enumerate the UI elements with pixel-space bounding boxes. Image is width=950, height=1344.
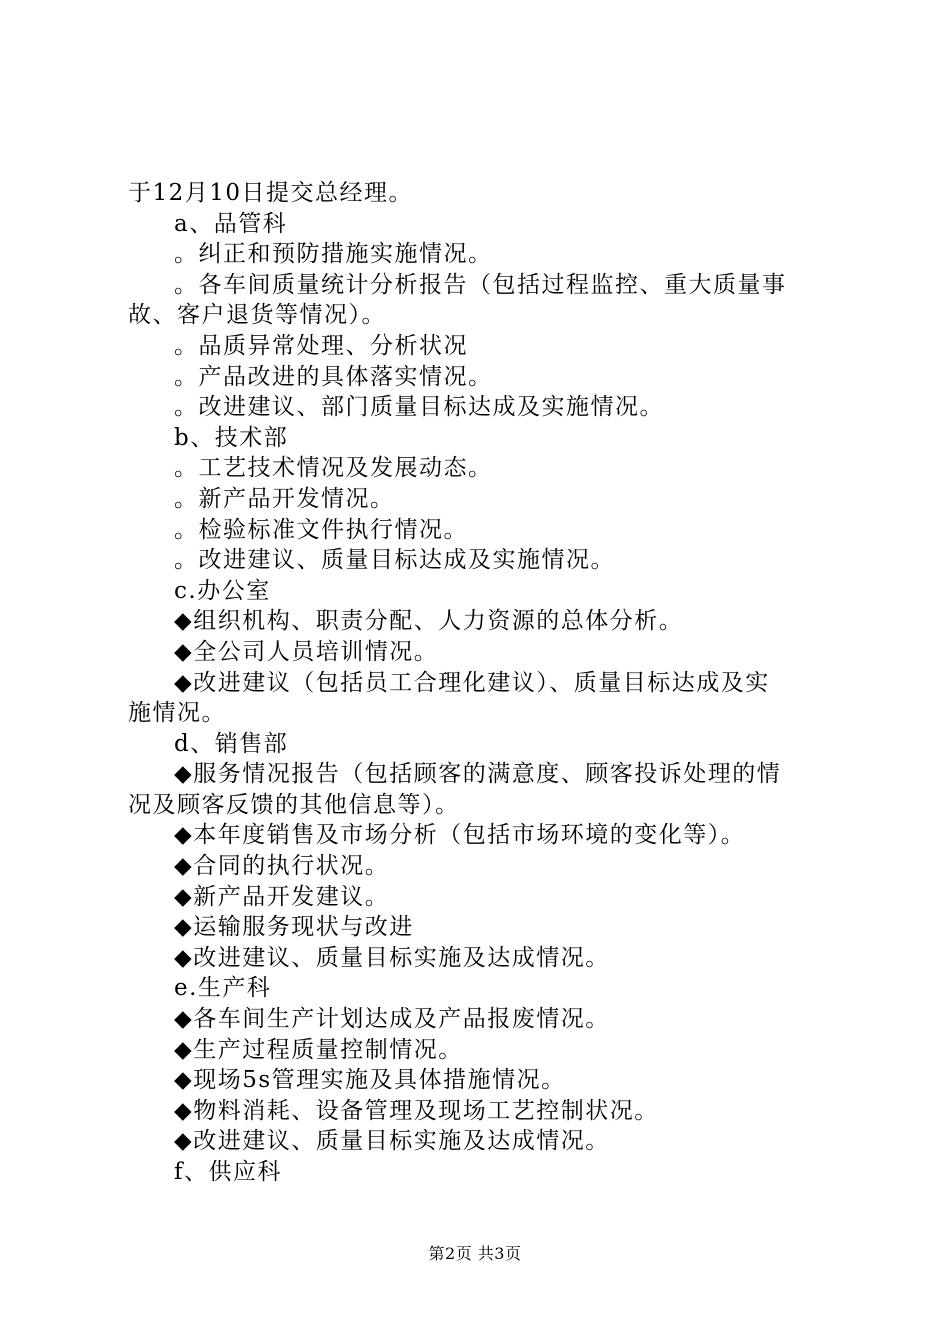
document-line: 。改进建议、部门质量目标达成及实施情况。 — [174, 394, 664, 421]
document-line: 况及顾客反馈的其他信息等）。 — [128, 791, 460, 818]
document-line: ◆组织机构、职责分配、人力资源的总体分析。 — [174, 608, 684, 635]
document-line: 。工艺技术情况及发展动态。 — [174, 455, 493, 482]
document-line: 。品质异常处理、分析状况 — [174, 332, 468, 359]
document-line: ◆改进建议、质量目标实施及达成情况。 — [174, 1128, 610, 1155]
document-line: c.办公室 — [174, 577, 271, 604]
document-line: b、技术部 — [174, 424, 289, 451]
document-line: 。检验标准文件执行情况。 — [174, 516, 468, 543]
document-line: ◆服务情况报告（包括顾客的满意度、顾客投诉处理的情 — [174, 761, 782, 788]
document-line: ◆新产品开发建议。 — [174, 883, 390, 910]
page-footer: 第2页 共3页 — [428, 1244, 522, 1263]
document-line: 故、客户退货等情况）。 — [128, 302, 386, 329]
document-line: 。纠正和预防措施实施情况。 — [174, 241, 493, 268]
document-line: ◆现场5s管理实施及具体措施情况。 — [174, 1067, 566, 1094]
document-line: 。产品改进的具体落实情况。 — [174, 363, 493, 390]
document-line: ◆生产过程质量控制情况。 — [174, 1036, 463, 1063]
document-line: 。各车间质量统计分析报告（包括过程监控、重大质量事 — [174, 271, 787, 298]
document-line: ◆改进建议、质量目标实施及达成情况。 — [174, 944, 610, 971]
document-line: ◆本年度销售及市场分析（包括市场环境的变化等）。 — [174, 822, 746, 849]
document-line: f、供应科 — [174, 1159, 283, 1185]
document-line: ◆物料消耗、设备管理及现场工艺控制状况。 — [174, 1097, 659, 1124]
document-line: 。改进建议、质量目标达成及实施情况。 — [174, 547, 615, 574]
document-line: ◆全公司人员培训情况。 — [174, 638, 439, 665]
document-line: ◆合同的执行状况。 — [174, 853, 390, 880]
document-line: ◆运输服务现状与改进 — [174, 914, 414, 941]
document-body — [128, 178, 833, 1188]
document-line: 于12月10日提交总经理。 — [128, 180, 414, 206]
document-line: d、销售部 — [174, 730, 289, 757]
document-line: ◆各车间生产计划达成及产品报废情况。 — [174, 1006, 610, 1033]
document-line: e.生产科 — [174, 975, 272, 1002]
document-line: ◆改进建议（包括员工合理化建议）、质量目标达成及实 — [174, 669, 770, 696]
document-line: a、品管科 — [174, 210, 288, 237]
document-line: 施情况。 — [128, 700, 226, 727]
document-line: 。新产品开发情况。 — [174, 485, 395, 512]
